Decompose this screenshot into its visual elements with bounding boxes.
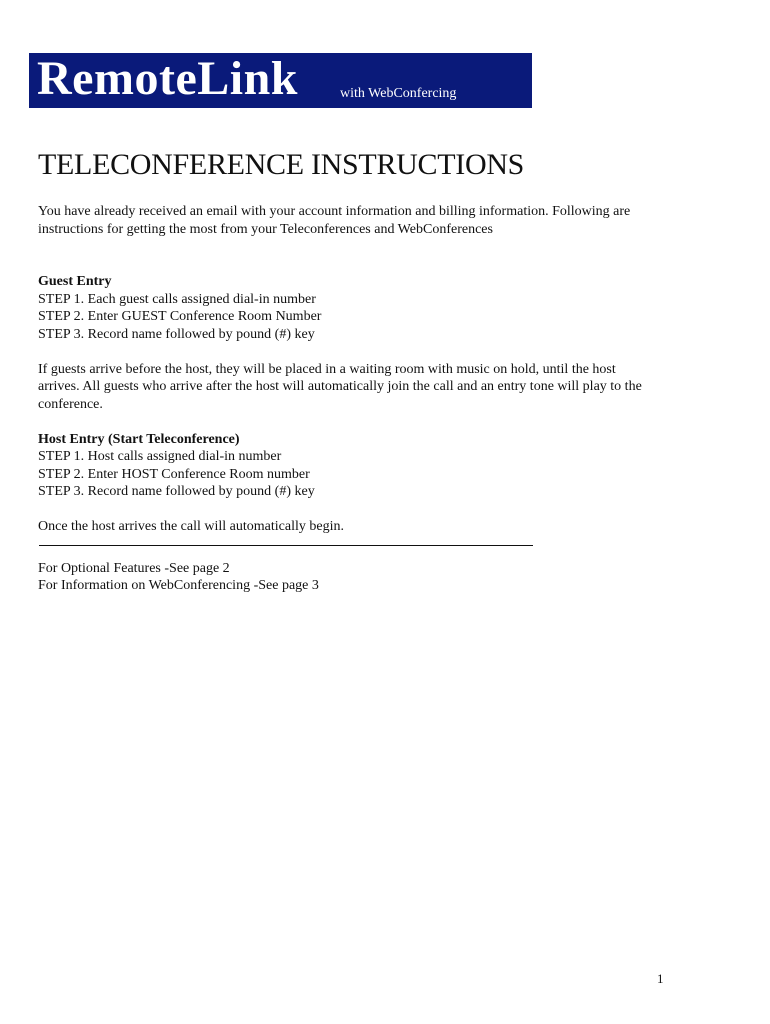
logo-wordmark: RemoteLink [37, 53, 298, 105]
optional-features-reference: For Optional Features -See page 2 [38, 560, 230, 576]
intro-line: You have already received an email with your account information and billing information. Following are [38, 204, 631, 219]
guest-step: STEP 2. Enter GUEST Conference Room Number [38, 309, 322, 324]
host-step: STEP 3. Record name followed by pound (#) key [38, 484, 315, 499]
host-step: STEP 1. Host calls assigned dial-in number [38, 449, 282, 464]
page-number: 1 [657, 971, 664, 986]
document-body [38, 203, 728, 595]
guest-note-line: arrives. All guests who arrive after the host will automatically join the call and an entry tone will play to the [38, 379, 642, 394]
guest-note-line: conference. [38, 396, 103, 412]
webconferencing-reference: For Information on WebConferencing -See page 3 [38, 578, 319, 593]
horizontal-divider [39, 545, 533, 546]
logo-tagline: with WebConfercing [340, 86, 457, 101]
page-title: TELECONFERENCE INSTRUCTIONS [38, 148, 525, 181]
guest-step: STEP 1. Each guest calls assigned dial-in number [38, 291, 316, 307]
intro-line: instructions for getting the most from your Teleconferences and WebConferences [38, 221, 493, 237]
host-entry-heading: Host Entry (Start Teleconference) [38, 431, 240, 447]
remotelink-logo [29, 53, 532, 108]
guest-note-line: If guests arrive before the host, they will be placed in a waiting room with music on hold, until the host [38, 361, 616, 377]
host-step: STEP 2. Enter HOST Conference Room number [38, 466, 310, 482]
guest-step: STEP 3. Record name followed by pound (#) key [38, 326, 315, 342]
guest-entry-heading: Guest Entry [38, 274, 112, 289]
host-note: Once the host arrives the call will automatically begin. [38, 519, 344, 534]
